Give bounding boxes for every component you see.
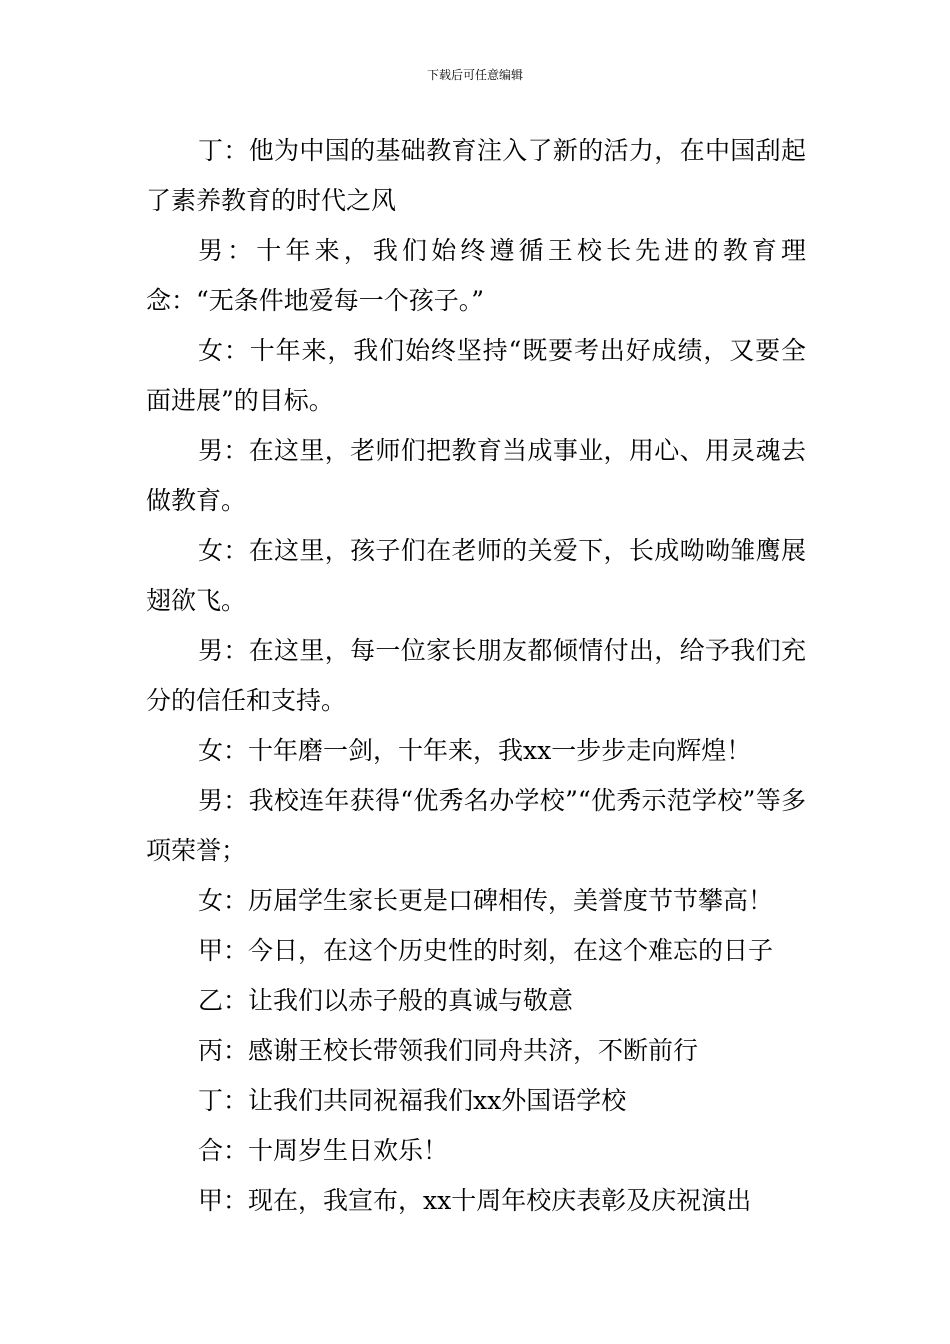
paragraph: 男：我校连年获得“优秀名办学校”“优秀示范学校”等多项荣誉； [146, 786, 806, 865]
paragraph: 女：在这里，孩子们在老师的关爱下，长成呦呦雏鹰展翅欲飞。 [146, 536, 806, 615]
paragraph: 男：在这里，老师们把教育当成事业，用心、用灵魂去做教育。 [146, 436, 806, 515]
paragraph: 女：历届学生家长更是口碑相传，美誉度节节攀高！ [198, 886, 774, 915]
paragraph: 女：十年来，我们始终坚持“既要考出好成绩，又要全面进展”的目标。 [146, 336, 806, 415]
paragraph: 甲：今日，在这个历史性的时刻，在这个难忘的日子 [198, 936, 774, 965]
paragraph: 甲：现在，我宣布，xx十周年校庆表彰及庆祝演出 [198, 1186, 752, 1215]
page-header: 下载后可任意编辑 [426, 68, 523, 82]
paragraph: 丙：感谢王校长带领我们同舟共济，不断前行 [198, 1036, 699, 1065]
paragraph: 丁：让我们共同祝福我们xx外国语学校 [198, 1086, 627, 1115]
paragraph: 男：十年来，我们始终遵循王校长先进的教育理念：“无条件地爱每一个孩子。” [146, 236, 806, 315]
document-body [146, 126, 806, 1226]
paragraph: 女：十年磨一剑，十年来，我xx一步步走向辉煌！ [198, 736, 752, 765]
paragraph: 乙：让我们以赤子般的真诚与敬意 [198, 986, 574, 1015]
paragraph: 男：在这里，每一位家长朋友都倾情付出，给予我们充分的信任和支持。 [146, 636, 806, 715]
paragraph: 丁：他为中国的基础教育注入了新的活力，在中国刮起了素养教育的时代之风 [146, 136, 806, 215]
paragraph: 合：十周岁生日欢乐！ [198, 1136, 449, 1165]
